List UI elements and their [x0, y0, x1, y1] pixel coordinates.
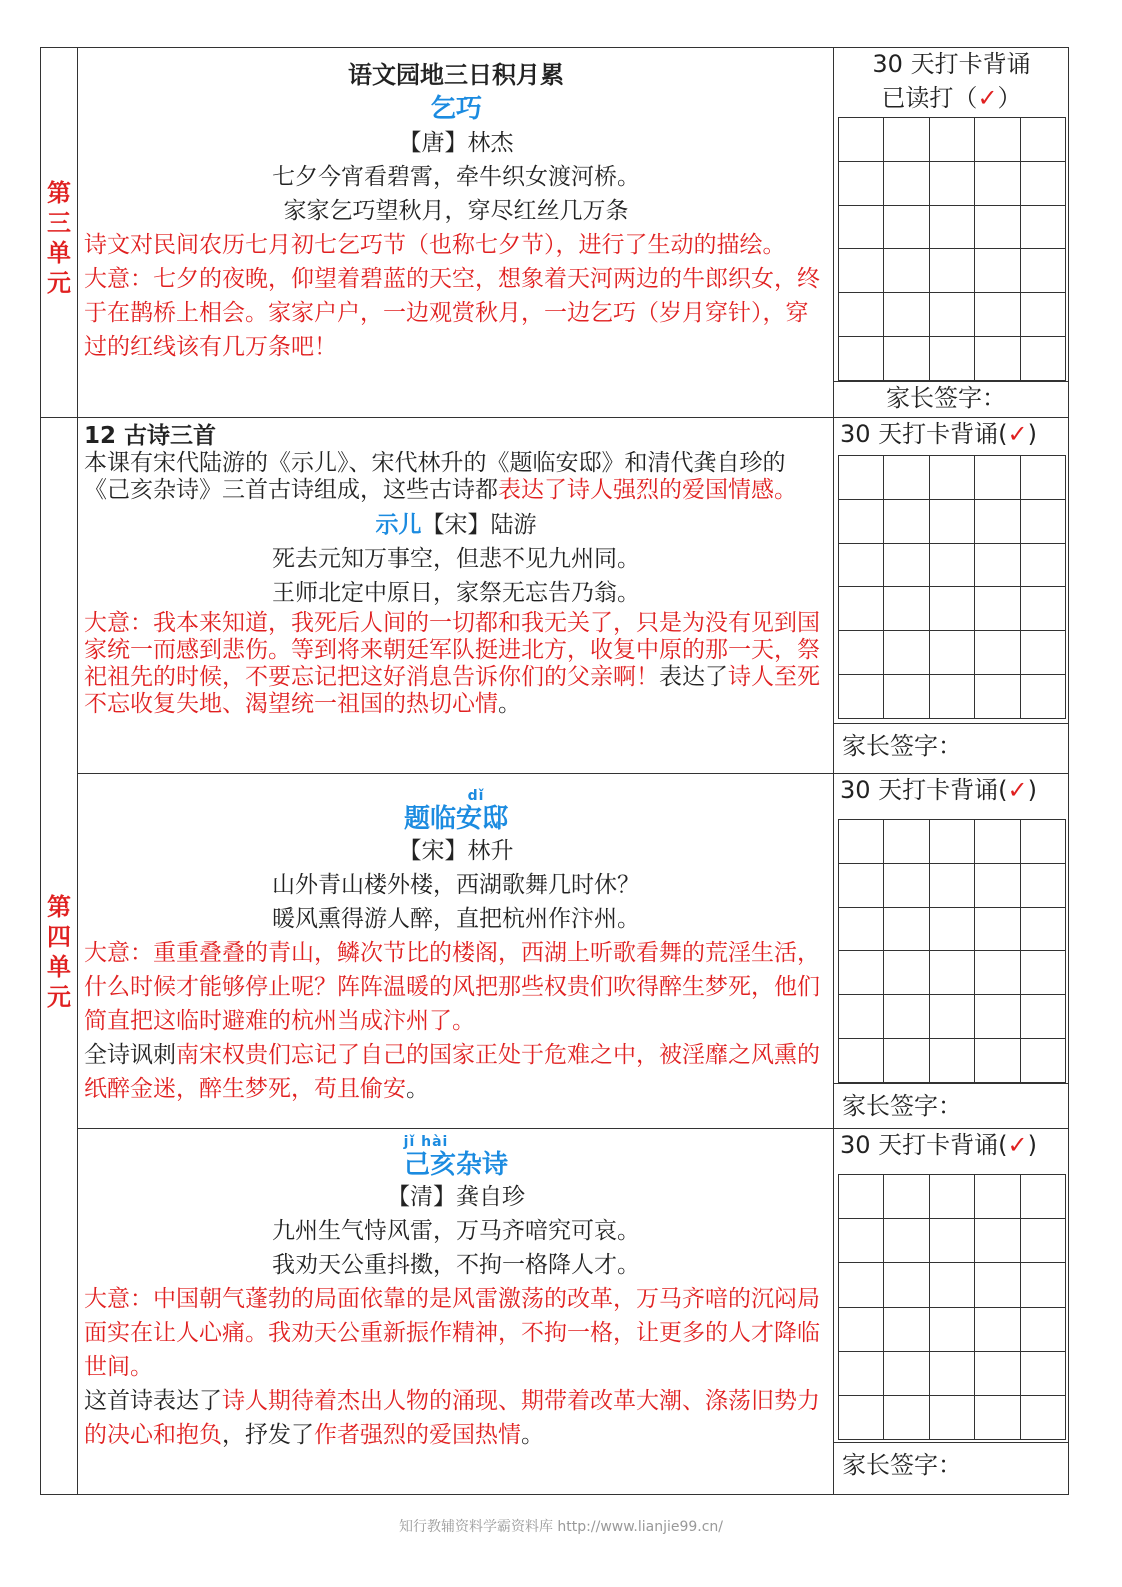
checkin-cell[interactable]	[839, 544, 884, 588]
checkin-cell[interactable]	[839, 587, 884, 631]
checkin-cell[interactable]	[930, 1219, 975, 1263]
checkin-cell[interactable]	[930, 951, 975, 995]
checkin-cell[interactable]	[975, 337, 1020, 381]
checkin-cell[interactable]	[884, 293, 929, 337]
checkin-label: 30 天打卡背诵	[872, 50, 1031, 78]
checkin-cell[interactable]	[884, 864, 929, 908]
checkin-cell[interactable]	[975, 118, 1020, 162]
summary-text: 这首诗表达了	[84, 1388, 222, 1414]
checkin-cell[interactable]	[1021, 249, 1066, 293]
checkin-cell[interactable]	[884, 951, 929, 995]
poem-title: 题临安邸	[403, 804, 508, 834]
checkin-cell[interactable]	[884, 118, 929, 162]
checkin-cell[interactable]	[839, 631, 884, 675]
lesson-intro	[84, 450, 828, 504]
parent-signature-label: 家长签字：	[842, 1092, 962, 1120]
grid-divider	[834, 381, 1069, 382]
checkin-cell[interactable]	[1021, 1308, 1066, 1352]
checkin-cell[interactable]	[884, 1352, 929, 1396]
checkin-cell[interactable]	[1021, 544, 1066, 588]
checkin-cell[interactable]	[930, 1352, 975, 1396]
poem-note: 诗文对民间农历七月初七乞巧节（也称七夕节），进行了生动的描绘。	[84, 232, 786, 258]
poem-line-2: 暖风熏得游人醉，直把杭州作汴州。	[272, 906, 640, 932]
summary-highlight-2: 作者强烈的爱国热情	[314, 1422, 521, 1448]
section-jihaizashi	[84, 1134, 828, 1452]
checkin-cell[interactable]	[975, 1263, 1020, 1307]
section-heading: 语文园地三日积月累	[348, 61, 564, 89]
checkin-cell[interactable]	[930, 249, 975, 293]
checkin-label	[834, 1128, 1069, 1162]
checkin-cell[interactable]	[1021, 631, 1066, 675]
checkin-cell[interactable]	[839, 908, 884, 952]
checkin-cell[interactable]	[930, 587, 975, 631]
poem-meaning: 大意：重重叠叠的青山，鳞次节比的楼阁，西湖上听歌看舞的荒淫生活，什么时候才能够停止呢？阵阵温暖的风把那些权贵们吹得醉生梦死，他们简直把这临时避难的杭州当成汴州了。	[84, 940, 820, 1034]
label-prefix: 30 天打卡背诵(	[840, 420, 1008, 448]
intro-highlight: 表达了诗人强烈的爱国情感。	[498, 477, 797, 503]
checkin-cell[interactable]	[930, 118, 975, 162]
checkin-cell[interactable]	[930, 864, 975, 908]
summary-highlight: 诗人期待着杰出人物的涌现、期带着改革大潮、涤荡旧势力的决心和抱负	[84, 1388, 820, 1448]
checkin-cell[interactable]	[930, 1039, 975, 1083]
pinyin-annotation: dǐ	[467, 788, 485, 804]
poem-heading	[84, 508, 828, 542]
meaning-highlight: 诗人至死不忘收复失地、渴望统一祖国的热切心情	[84, 664, 820, 717]
unit4-label	[41, 892, 77, 1012]
poem-line-1: 九州生气恃风雷，万马齐喑究可哀。	[272, 1218, 640, 1244]
checkin-cell[interactable]	[1021, 456, 1066, 500]
checkin-cell[interactable]	[839, 1396, 884, 1440]
unit-label-char: 单	[47, 953, 71, 981]
checkin-cell[interactable]	[930, 908, 975, 952]
checkin-cell[interactable]	[1021, 293, 1066, 337]
checkin-cell[interactable]	[930, 500, 975, 544]
poem-summary	[84, 1384, 828, 1452]
checkin-cell[interactable]	[839, 1352, 884, 1396]
checkin-cell[interactable]	[975, 995, 1020, 1039]
section-qiqiao	[84, 58, 828, 364]
meaning-text: 大意：我本来知道，我死后人间的一切都和我无关了，只是为没有见到国家统一而感到悲伤。等到将来朝廷军队挺进北方，收复中原的那一天，祭祀祖先的时候，不要忘记把这好消息告诉你们的父亲啊！	[84, 610, 820, 690]
checkin-cell[interactable]	[975, 864, 1020, 908]
checkin-grid[interactable]	[838, 819, 1066, 1083]
checkin-cell[interactable]	[839, 864, 884, 908]
checkin-cell[interactable]	[839, 951, 884, 995]
intro-text: 本课有宋代陆游的《示儿》、宋代林升的《题临安邸》和清代龚自珍的《己亥杂诗》三首古诗组成，这些古诗都	[84, 450, 786, 503]
unit-label-char: 第	[47, 893, 71, 921]
checkin-cell[interactable]	[975, 162, 1020, 206]
checkin-cell[interactable]	[930, 206, 975, 250]
unit-column-divider	[77, 47, 78, 1495]
checkin-cell[interactable]	[975, 1396, 1020, 1440]
checkin-cell[interactable]	[975, 1352, 1020, 1396]
checkin-cell[interactable]	[1021, 587, 1066, 631]
checkin-cell[interactable]	[884, 1175, 929, 1219]
checkin-cell[interactable]	[884, 820, 929, 864]
checkin-cell[interactable]	[884, 1396, 929, 1440]
checkin-cell[interactable]	[884, 500, 929, 544]
checkin-cell[interactable]	[839, 206, 884, 250]
checkin-cell[interactable]	[839, 118, 884, 162]
checkin-cell[interactable]	[884, 995, 929, 1039]
unit-label-char: 第	[47, 179, 71, 207]
checkin-cell[interactable]	[975, 544, 1020, 588]
checkin-cell[interactable]	[884, 456, 929, 500]
poem-title-block	[84, 1134, 828, 1180]
checkin-cell[interactable]	[975, 908, 1020, 952]
checkin-cell[interactable]	[1021, 675, 1066, 719]
poem-title: 乞巧	[429, 94, 482, 124]
checkin-cell[interactable]	[1021, 118, 1066, 162]
checkin-cell[interactable]	[975, 456, 1020, 500]
checkin-label	[834, 773, 1069, 807]
checkin-cell[interactable]	[839, 1039, 884, 1083]
summary-highlight: 南宋权贵们忘记了自己的国家正处于危难之中，被淫靡之风熏的纸醉金迷，醉生梦死，苟且偷安	[84, 1042, 820, 1102]
checkin-grid[interactable]	[838, 117, 1066, 381]
label-suffix: )	[1027, 420, 1038, 448]
checkin-cell[interactable]	[839, 337, 884, 381]
checkin-cell[interactable]	[1021, 1396, 1066, 1440]
checkin-cell[interactable]	[1021, 1039, 1066, 1083]
checkin-cell[interactable]	[839, 293, 884, 337]
check-mark-icon: ✓	[977, 84, 998, 112]
unit-label-char: 元	[47, 983, 71, 1011]
checkin-box-3	[834, 773, 1069, 1128]
checkin-cell[interactable]	[884, 587, 929, 631]
checkin-cell[interactable]	[839, 1308, 884, 1352]
poem-line-1: 山外青山楼外楼，西湖歌舞几时休？	[272, 872, 640, 898]
checkin-grid[interactable]	[838, 455, 1066, 719]
checkin-cell[interactable]	[884, 206, 929, 250]
section-tilinandi	[84, 788, 828, 1106]
checkin-cell[interactable]	[884, 544, 929, 588]
poem-line-1: 死去元知万事空，但悲不见九州同。	[272, 546, 640, 572]
checkin-cell[interactable]	[839, 820, 884, 864]
poem-title: 己亥杂诗	[403, 1150, 508, 1180]
checkin-cell[interactable]	[930, 1263, 975, 1307]
poem-summary	[84, 1038, 828, 1106]
checkin-cell[interactable]	[930, 162, 975, 206]
checkin-cell[interactable]	[884, 1219, 929, 1263]
label-prefix: 30 天打卡背诵(	[840, 1131, 1008, 1159]
parent-signature-label: 家长签字：	[842, 732, 962, 760]
summary-text: 全诗讽刺	[84, 1042, 176, 1068]
checkin-cell[interactable]	[975, 206, 1020, 250]
checkin-cell[interactable]	[930, 995, 975, 1039]
poem-meaning: 大意：七夕的夜晚，仰望着碧蓝的天空，想象着天河两边的牛郎织女，终于在鹊桥上相会。家家户户，一边观赏秋月，一边乞巧（岁月穿针），穿过的红线该有几万条吧！	[84, 266, 820, 360]
checkin-cell[interactable]	[975, 249, 1020, 293]
checkin-cell[interactable]	[1021, 864, 1066, 908]
summary-connector: ，抒发了	[222, 1422, 314, 1448]
poem-author: 【清】龚自珍	[387, 1184, 525, 1210]
check-mark-icon: ✓	[1007, 420, 1028, 448]
read-suffix: ）	[997, 84, 1022, 112]
poem-line-2: 王师北定中原日，家祭无忘告乃翁。	[272, 580, 640, 606]
checkin-cell[interactable]	[1021, 500, 1066, 544]
label-prefix: 30 天打卡背诵(	[840, 776, 1008, 804]
label-suffix: )	[1027, 1131, 1038, 1159]
checkin-cell[interactable]	[884, 249, 929, 293]
grid-divider	[834, 723, 1069, 724]
meaning-end: 。	[498, 691, 521, 717]
checkin-cell[interactable]	[884, 908, 929, 952]
lesson-title: 12 古诗三首	[84, 423, 217, 449]
checkin-cell[interactable]	[975, 1175, 1020, 1219]
poem-line-2: 家家乞巧望秋月，穿尽红丝几万条	[283, 198, 629, 224]
checkin-cell[interactable]	[930, 1396, 975, 1440]
parent-signature-label: 家长签字：	[842, 1451, 962, 1479]
unit-label-char: 单	[47, 239, 71, 267]
meaning-connector: 表达了	[659, 664, 728, 690]
checkin-cell[interactable]	[884, 1263, 929, 1307]
parent-signature-label: 家长签字：	[886, 384, 1006, 412]
poem-meaning: 大意：中国朝气蓬勃的局面依靠的是风雷激荡的改革，万马齐喑的沉闷局面实在让人心痛。我劝天公重新振作精神，不拘一格，让更多的人才降临世间。	[84, 1286, 820, 1380]
checkin-cell[interactable]	[839, 675, 884, 719]
summary-end: 。	[521, 1422, 544, 1448]
unit-label-char: 元	[47, 269, 71, 297]
checkin-cell[interactable]	[930, 820, 975, 864]
checkin-cell[interactable]	[884, 631, 929, 675]
checkin-cell[interactable]	[975, 293, 1020, 337]
poem-author: 【宋】陆游	[421, 512, 537, 538]
checkin-cell[interactable]	[884, 1308, 929, 1352]
checkin-cell[interactable]	[839, 1219, 884, 1263]
checkin-cell[interactable]	[975, 820, 1020, 864]
page-footer: 知行教辅资料学霸资料库 http://www.lianjie99.cn/	[398, 1519, 724, 1535]
check-mark-icon: ✓	[1007, 776, 1028, 804]
checkin-read-line	[834, 81, 1069, 115]
grid-divider	[834, 1442, 1069, 1443]
checkin-cell[interactable]	[839, 1175, 884, 1219]
checkin-cell[interactable]	[1021, 951, 1066, 995]
checkin-cell[interactable]	[884, 675, 929, 719]
checkin-cell[interactable]	[884, 162, 929, 206]
checkin-cell[interactable]	[930, 1175, 975, 1219]
checkin-cell[interactable]	[975, 675, 1020, 719]
checkin-cell[interactable]	[839, 456, 884, 500]
unit-label-char: 三	[47, 209, 71, 237]
checkin-cell[interactable]	[930, 293, 975, 337]
checkin-cell[interactable]	[839, 162, 884, 206]
checkin-cell[interactable]	[1021, 162, 1066, 206]
checkin-grid[interactable]	[838, 1174, 1066, 1440]
poem-meaning	[84, 610, 828, 718]
checkin-cell[interactable]	[1021, 995, 1066, 1039]
checkin-cell[interactable]	[839, 1263, 884, 1307]
checkin-cell[interactable]	[930, 631, 975, 675]
checkin-cell[interactable]	[1021, 1175, 1066, 1219]
checkin-cell[interactable]	[930, 1308, 975, 1352]
read-prefix: 已读打（	[881, 84, 978, 112]
checkin-cell[interactable]	[1021, 1352, 1066, 1396]
checkin-cell[interactable]	[975, 631, 1020, 675]
checkin-cell[interactable]	[839, 995, 884, 1039]
checkin-cell[interactable]	[839, 500, 884, 544]
label-suffix: )	[1027, 776, 1038, 804]
checkin-cell[interactable]	[884, 1039, 929, 1083]
checkin-cell[interactable]	[930, 675, 975, 719]
checkin-cell[interactable]	[1021, 1219, 1066, 1263]
checkin-cell[interactable]	[975, 951, 1020, 995]
poem-author: 【宋】林升	[398, 838, 514, 864]
poem-line-2: 我劝天公重抖擞，不拘一格降人才。	[272, 1252, 640, 1278]
poem-author: 【唐】林杰	[398, 130, 514, 156]
checkin-label	[834, 417, 1069, 451]
checkin-box-2	[834, 417, 1069, 773]
checkin-cell[interactable]	[930, 544, 975, 588]
poem-line-1: 七夕今宵看碧霄，牵牛织女渡河桥。	[272, 164, 640, 190]
checkin-cell[interactable]	[1021, 337, 1066, 381]
checkin-cell[interactable]	[975, 1308, 1020, 1352]
checkin-cell[interactable]	[1021, 1263, 1066, 1307]
pinyin-annotation: jǐ hài	[403, 1134, 449, 1150]
poem-title-block	[84, 788, 828, 834]
poem-title: 示儿	[375, 512, 422, 538]
checkin-cell[interactable]	[1021, 206, 1066, 250]
checkin-cell[interactable]	[884, 337, 929, 381]
checkin-cell[interactable]	[975, 587, 1020, 631]
section-shier	[84, 423, 828, 718]
checkin-cell[interactable]	[975, 1039, 1020, 1083]
checkin-cell[interactable]	[975, 500, 1020, 544]
checkin-cell[interactable]	[839, 249, 884, 293]
checkin-box-4	[834, 1128, 1069, 1495]
checkin-cell[interactable]	[930, 337, 975, 381]
grid-divider	[834, 1083, 1069, 1084]
checkin-cell[interactable]	[1021, 820, 1066, 864]
unit3-label	[41, 178, 77, 298]
summary-end: 。	[406, 1076, 429, 1102]
checkin-cell[interactable]	[975, 1219, 1020, 1263]
unit-label-char: 四	[47, 923, 71, 951]
checkin-cell[interactable]	[930, 456, 975, 500]
checkin-cell[interactable]	[1021, 908, 1066, 952]
checkin-box-1	[834, 47, 1069, 417]
check-mark-icon: ✓	[1007, 1131, 1028, 1159]
